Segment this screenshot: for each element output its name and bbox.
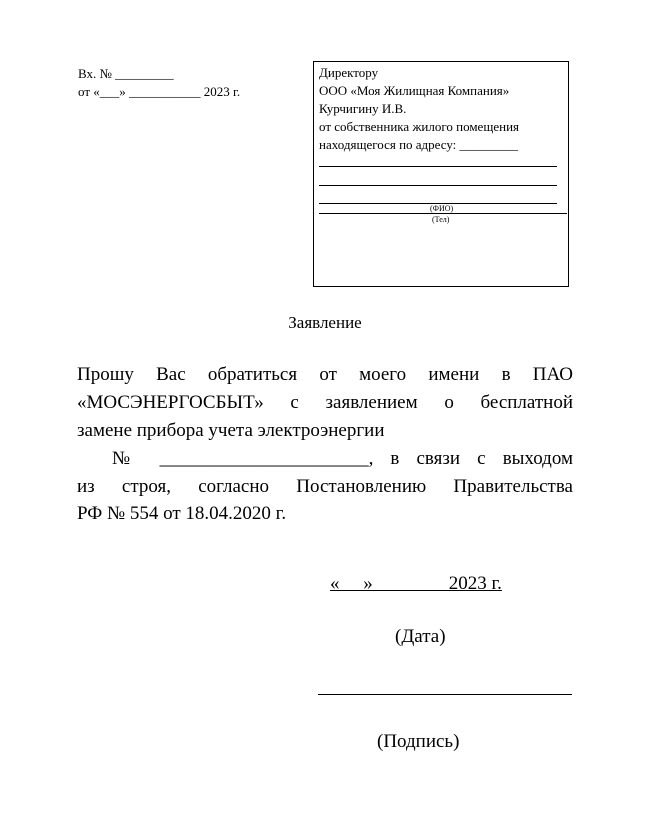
- body-line-3: замене прибора учета электроэнергии: [77, 420, 385, 441]
- date-field: « » 2023 г.: [330, 573, 502, 594]
- address-rule-1: [319, 166, 557, 167]
- incoming-number: Вх. № _________: [78, 66, 174, 81]
- document-title: Заявление: [288, 313, 362, 332]
- signature-rule: [318, 694, 572, 695]
- body-line-5: из строя, согласно Постановлению Правительства: [77, 476, 573, 497]
- sender-address-label: находящегося по адресу: _________: [319, 137, 519, 152]
- registration-date: от «___» ___________ 2023 г.: [78, 84, 241, 99]
- recipient-position: Директору: [319, 65, 379, 80]
- body-line-4: № ______________________, в связи с выходом: [112, 448, 573, 469]
- tel-label: (Тел): [432, 215, 450, 224]
- body-line-6: РФ № 554 от 18.04.2020 г.: [77, 503, 287, 524]
- address-rule-2: [319, 185, 557, 186]
- recipient-name: Курчигину И.В.: [319, 101, 407, 116]
- body-line-2: «МОСЭНЕРГОСБЫТ» с заявлением о бесплатной: [77, 392, 573, 413]
- fio-label: (ФИО): [430, 204, 454, 213]
- body-line-1: Прошу Вас обратиться от моего имени в ПАО: [77, 364, 573, 385]
- tel-rule: [319, 213, 567, 214]
- signature-caption: (Подпись): [377, 731, 460, 752]
- sender-intro: от собственника жилого помещения: [319, 119, 520, 134]
- recipient-box: [313, 61, 569, 287]
- recipient-company: ООО «Моя Жилищная Компания»: [319, 83, 510, 98]
- date-caption: (Дата): [395, 626, 446, 647]
